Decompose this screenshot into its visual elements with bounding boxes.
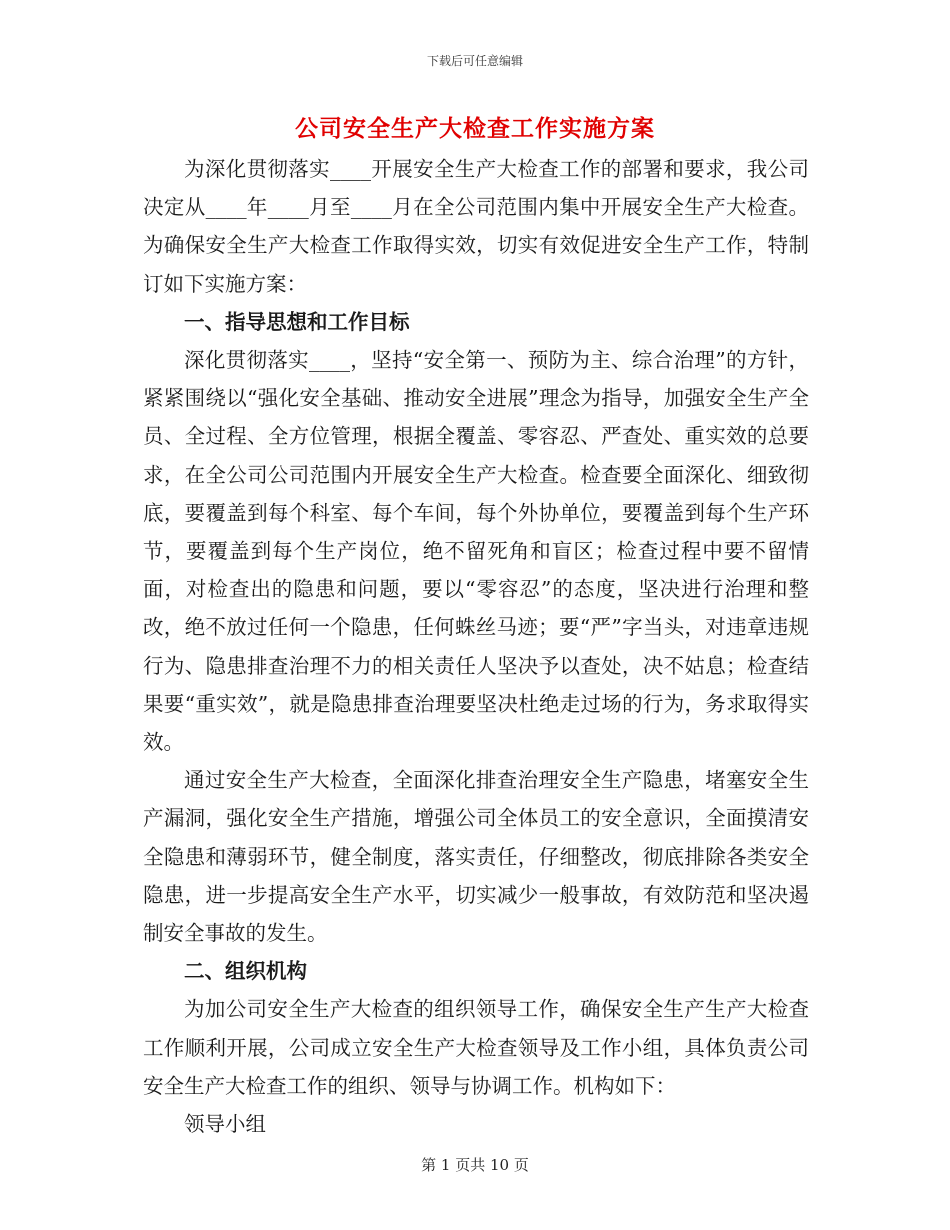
page-number: 第 1 页共 10 页 [421, 1156, 529, 1174]
section-2-heading: 二、组织机构 [184, 959, 307, 984]
section-1-paragraph-1: 深化贯彻落实____，坚持“安全第一、预防为主、综合治理”的方针，紧紧围绕以“强化安全基础、推动安全进展”理念为指导，加强安全生产全员、全过程、全方位管理，根据全覆盖、零容忍、严查处、重实效的总要求，在全公司公司范围内开展安全生产大检查。检查要全面深化、细致彻底，要覆盖到每个科室、每个车间，每个外协单位，要覆盖到每个生产环节，要覆盖到每个生产岗位，绝不留死角和盲区；检查过程中要不留情面，对检查出的隐患和问题，要以“零容忍”的态度，坚决进行治理和整改，绝不放过任何一个隐患，任何蛛丝马迹；要“严”字当头，对违章违规行为、隐患排查治理不力的相关责任人坚决予以查处，决不姑息；检查结果要“重实效”，就是隐患排查治理要坚决杜绝走过场的行为，务求取得实效。 [143, 348, 809, 755]
section-1-paragraph-2: 通过安全生产大检查，全面深化排查治理安全生产隐患，堵塞安全生产漏洞，强化安全生产措施，增强公司全体员工的安全意识，全面摸清安全隐患和薄弱环节，健全制度，落实责任，仔细整改，彻底排除各类安全隐患，进一步提高安全生产水平，切实减少一般事故，有效防范和坚决遏制安全事故的发生。 [143, 768, 809, 946]
header-note: 下载后可任意编辑 [426, 54, 523, 68]
section-2-paragraph-2: 领导小组 [184, 1112, 266, 1137]
section-2-paragraph-1: 为加公司安全生产大检查的组织领导工作，确保安全生产生产大检查工作顺利开展，公司成立安全生产大检查领导及工作小组，具体负责公司安全生产大检查工作的组织、领导与协调工作。机构如下： [143, 997, 809, 1098]
document-title: 公司安全生产大检查工作实施方案 [295, 115, 655, 142]
section-1-heading: 一、指导思想和工作目标 [184, 309, 410, 334]
intro-paragraph: 为深化贯彻落实____开展安全生产大检查工作的部署和要求，我公司决定从____年____月至____月在全公司范围内集中开展安全生产大检查。为确保安全生产大检查工作取得实效，切实有效促进安全生产工作，特制订如下实施方案： [143, 157, 809, 296]
document-body [143, 150, 809, 1143]
